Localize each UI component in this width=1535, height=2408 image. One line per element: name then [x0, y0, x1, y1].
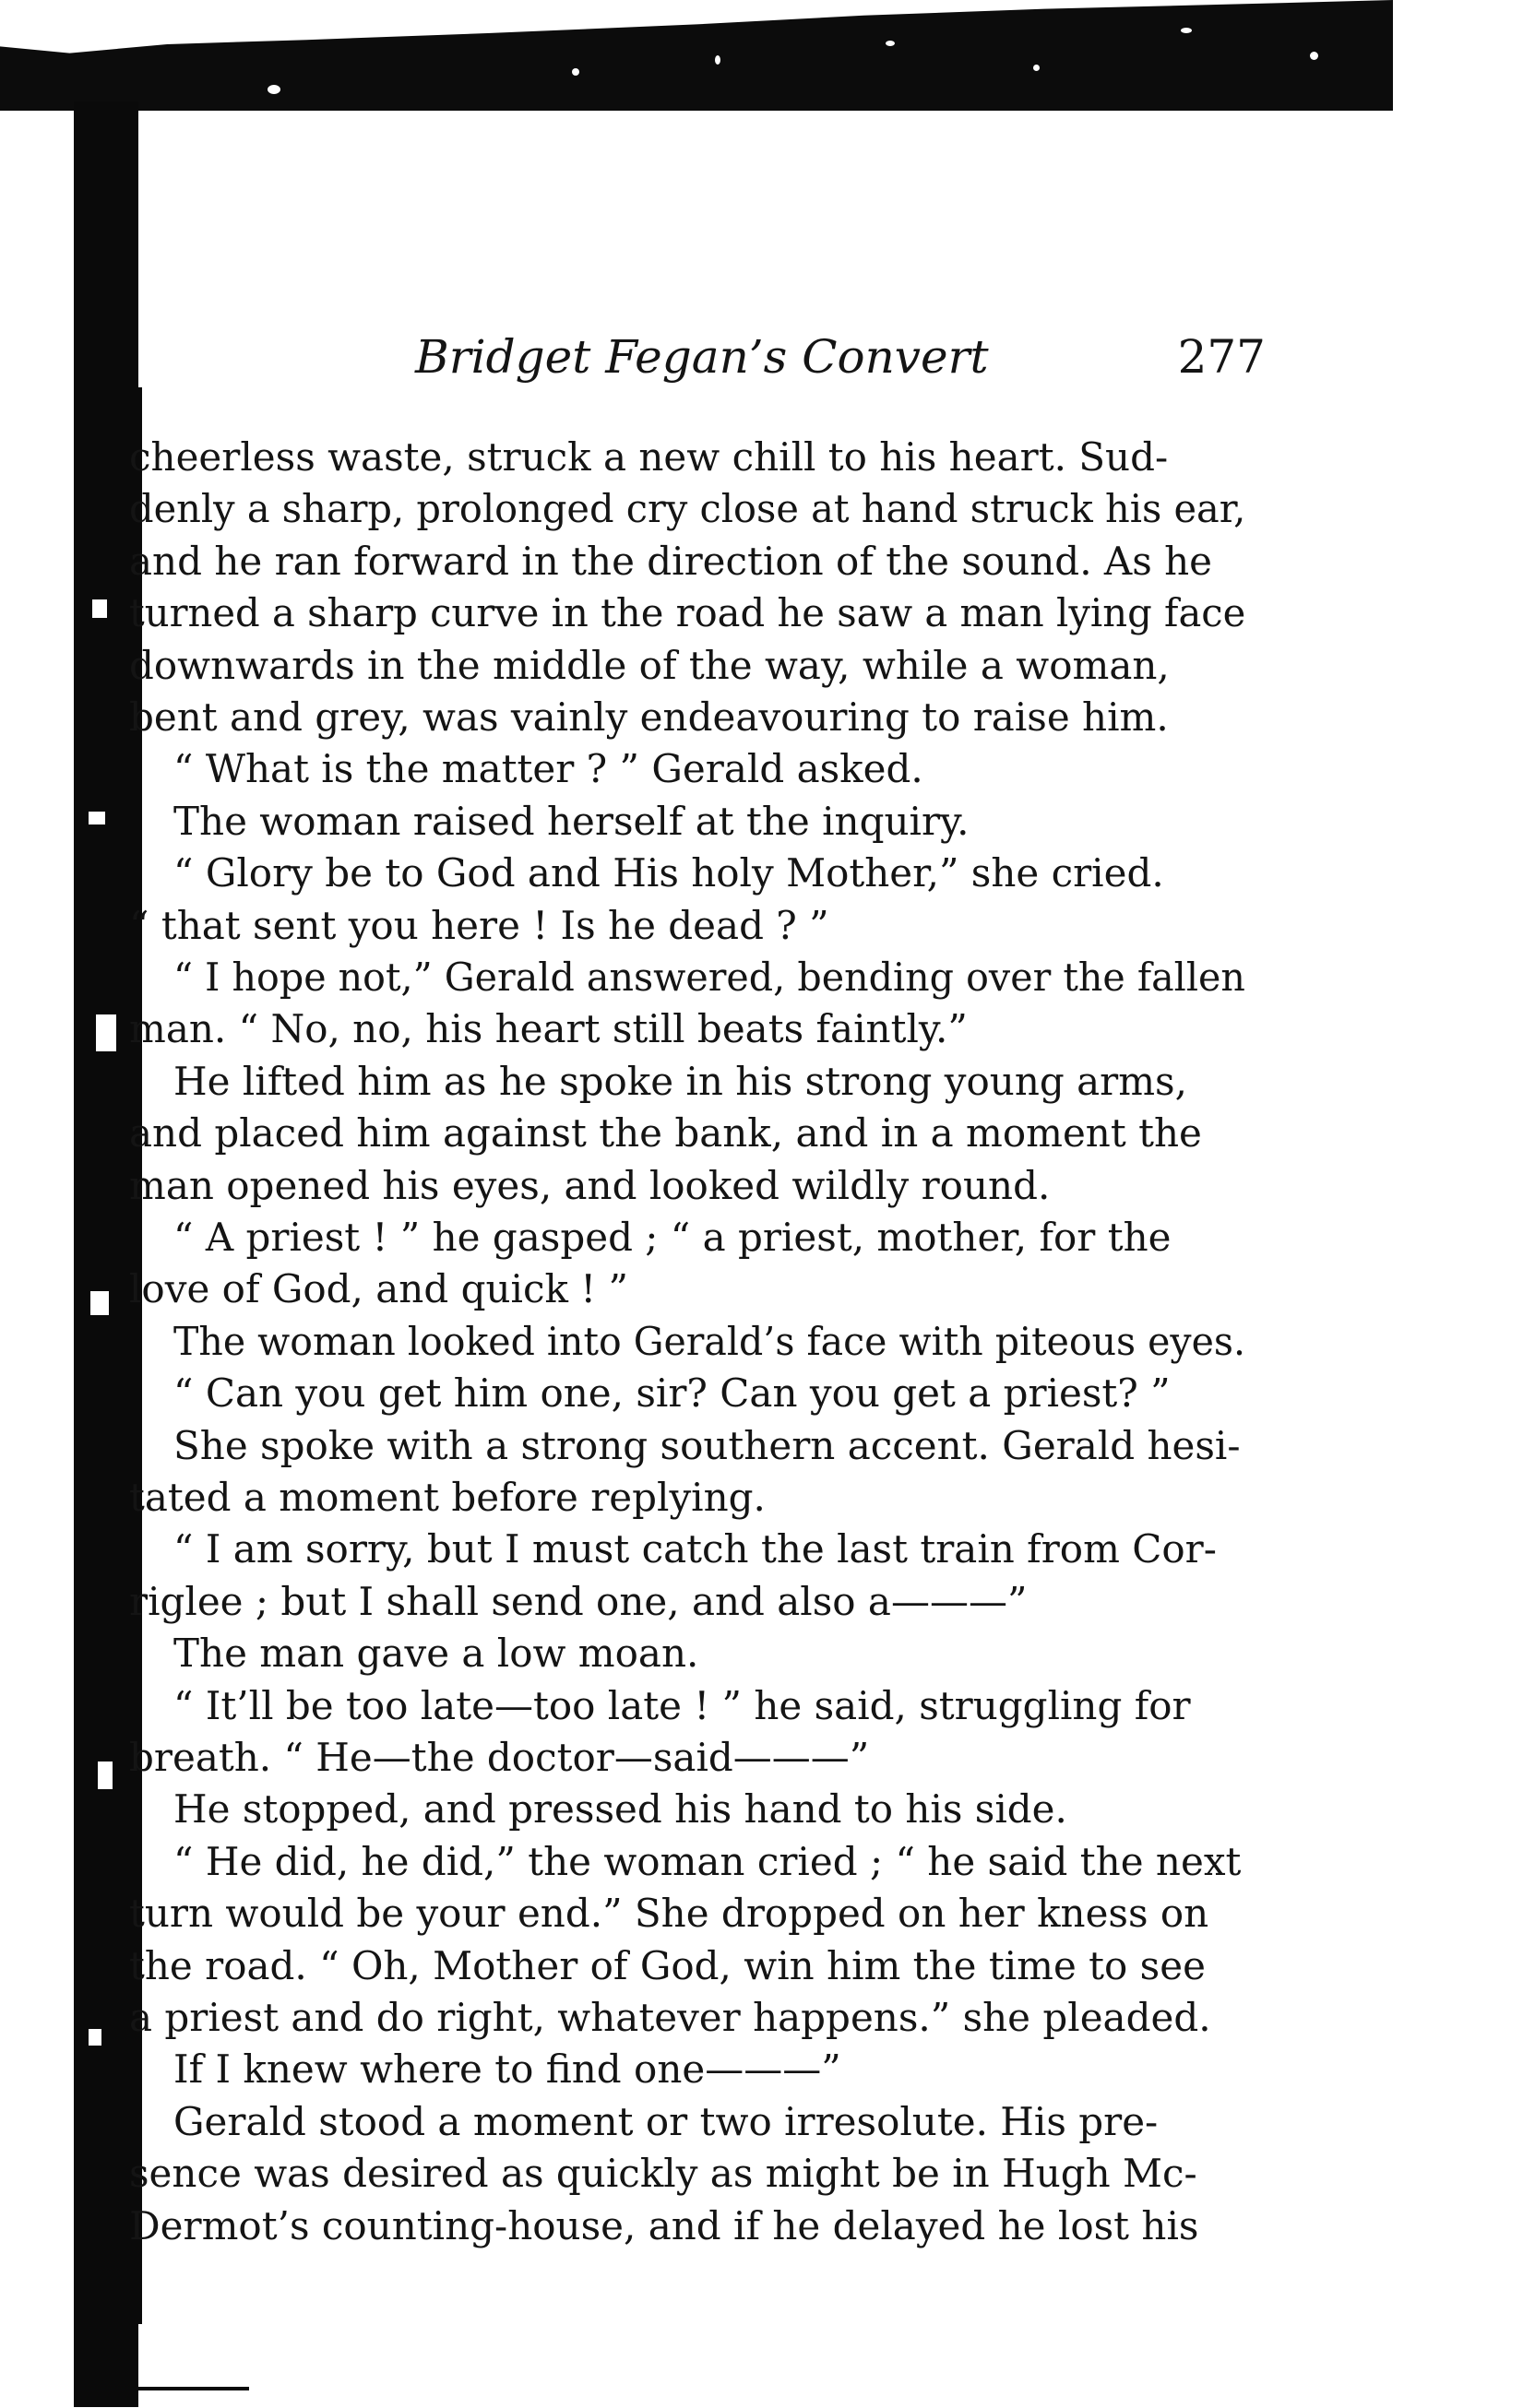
text-line: riglee ; but I shall send one, and also a———”: [129, 1578, 1028, 1624]
text-line: “ It’ll be too late—too late ! ” he said, struggling for: [173, 1682, 1191, 1728]
scan-speck: [268, 85, 280, 94]
text-line: The woman raised herself at the inquiry.: [173, 798, 970, 844]
text-line: Gerald stood a moment or two irresolute. His pre-: [173, 2098, 1159, 2144]
text-line: He lifted him as he spoke in his strong young arms,: [173, 1058, 1187, 1104]
text-line: turned a sharp curve in the road he saw a man lying face: [129, 590, 1246, 636]
text-line: “ I hope not,” Gerald answered, bending over the fallen: [173, 955, 1245, 1000]
scan-speck: [715, 55, 720, 65]
text-line: tated a moment before replying.: [129, 1475, 766, 1520]
scan-speck: [96, 1014, 116, 1051]
text-line: “ Can you get him one, sir? Can you get a priest? ”: [173, 1370, 1171, 1417]
scan-speck: [89, 2029, 101, 2046]
text-line: man opened his eyes, and looked wildly round.: [129, 1162, 1051, 1208]
text-line: sence was desired as quickly as might be in Hugh Mc-: [129, 2151, 1197, 2197]
text-line: “ I am sorry, but I must catch the last train from Cor-: [173, 1526, 1217, 1572]
scan-speck: [89, 812, 105, 824]
text-line: cheerless waste, struck a new chill to his heart. Sud-: [129, 434, 1169, 480]
scan-speck: [1310, 52, 1318, 60]
text-line: “ What is the matter ? ” Gerald asked.: [173, 746, 923, 792]
text-line: denly a sharp, prolonged cry close at hand struck his ear,: [129, 486, 1246, 532]
page-number: 277: [1177, 330, 1266, 384]
text-line: a priest and do right, whatever happens.” she pleaded.: [129, 1995, 1211, 2040]
text-line: The woman looked into Gerald’s face with piteous eyes.: [173, 1318, 1246, 1364]
text-line: If I knew where to find one———”: [173, 2046, 841, 2093]
text-line: “ that sent you here ! Is he dead ? ”: [129, 902, 829, 948]
text-line: She spoke with a strong southern accent. Gerald hesi-: [173, 1422, 1241, 1468]
scan-speck: [92, 599, 107, 618]
text-line: and he ran forward in the direction of the sound. As he: [129, 538, 1213, 584]
text-line: love of God, and quick ! ”: [129, 1266, 628, 1312]
text-line: bent and grey, was vainly endeavouring to raise him.: [129, 694, 1169, 740]
running-title: Bridget Fegan’s Convert: [415, 330, 989, 384]
text-line: man. “ No, no, his heart still beats faintly.”: [129, 1006, 968, 1052]
scan-shadow-top-lower: [0, 81, 1393, 111]
text-line: breath. “ He—the doctor—said———”: [129, 1735, 870, 1780]
scan-bottom-mark: [138, 2387, 249, 2390]
scan-speck: [886, 41, 895, 46]
text-line: “ He did, he did,” the woman cried ; “ he said the next: [173, 1838, 1242, 1884]
text-line: and placed him against the bank, and in a moment the: [129, 1110, 1202, 1157]
text-line: Dermot’s counting-house, and if he delayed he lost his: [129, 2202, 1199, 2248]
text-line: He stopped, and pressed his hand to his side.: [173, 1786, 1067, 1833]
scan-speck: [98, 1762, 113, 1789]
scan-speck: [90, 1291, 109, 1315]
text-line: downwards in the middle of the way, while a woman,: [129, 642, 1170, 688]
scan-speck: [572, 68, 579, 76]
text-line: “ Glory be to God and His holy Mother,” she cried.: [173, 850, 1164, 896]
text-line: The man gave a low moan.: [173, 1631, 699, 1677]
scan-speck: [1181, 28, 1192, 33]
text-line: the road. “ Oh, Mother of God, win him the time to see: [129, 1942, 1206, 1988]
scan-speck: [1033, 65, 1040, 71]
text-line: “ A priest ! ” he gasped ; “ a priest, mother, for the: [173, 1215, 1172, 1260]
text-line: turn would be your end.” She dropped on her kness on: [129, 1891, 1209, 1937]
